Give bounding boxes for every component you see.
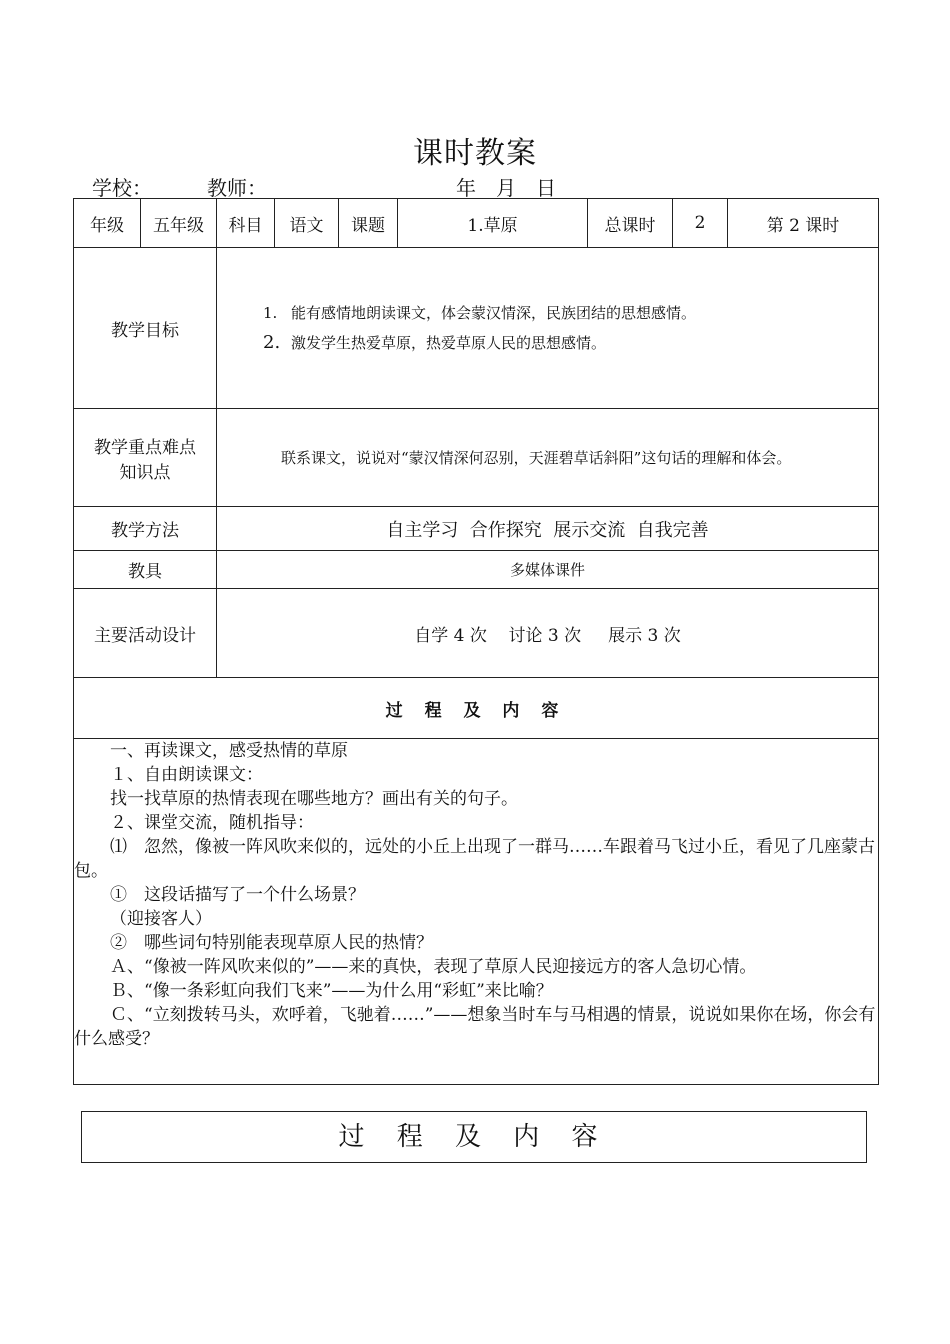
process-line: ① 这段话描写了一个什么场景？ — [110, 885, 365, 905]
process-content — [74, 739, 879, 1085]
process-line: ２、课堂交流，随机指导： — [110, 813, 314, 833]
process-line: Ｃ、“立刻拨转马头，欢呼着，飞驰着……”——想象当时车与马相遇的情景，说说如果你在场，你会有什么感受？ — [74, 1005, 876, 1049]
goal-item — [263, 328, 878, 358]
teacher-label: 教师： — [207, 176, 267, 200]
method-label: 教学方法 — [74, 507, 217, 551]
key-points-label-line1: 教学重点难点 — [94, 437, 196, 458]
key-points-text: 联系课文，说说对“蒙汉情深何忍别，天涯碧草话斜阳”这句话的理解和体会。 — [281, 449, 792, 467]
process-line: 找一找草原的热情表现在哪些地方？画出有关的句子。 — [110, 789, 518, 809]
goals-label: 教学目标 — [74, 248, 217, 409]
key-points-row — [74, 409, 879, 507]
activities-row — [74, 589, 879, 678]
key-points-label — [74, 409, 217, 507]
tools-label: 教具 — [74, 551, 217, 589]
tools-text: 多媒体课件 — [217, 551, 879, 589]
page-title: 课时教案 — [413, 136, 537, 171]
activities-label: 主要活动设计 — [74, 589, 217, 678]
subject-label: 科目 — [217, 199, 275, 248]
process-line: ② 哪些词句特别能表现草原人民的热情？ — [110, 933, 433, 953]
grade-label: 年级 — [74, 199, 141, 248]
school-label: 学校： — [92, 176, 152, 200]
goal-text: 激发学生热爱草原，热爱草原人民的思想感情。 — [291, 334, 607, 352]
total-lessons-label: 总课时 — [588, 199, 673, 248]
method-row — [74, 507, 879, 551]
process-content-row — [74, 739, 879, 1085]
lesson-plan-table — [73, 198, 879, 1085]
process-heading-row — [74, 678, 879, 739]
goal-item — [263, 298, 878, 328]
topic-value: 1.草原 — [398, 199, 588, 248]
process-line: Ｂ、“像一条彩虹向我们飞来”——为什么用“彩虹”来比喻？ — [110, 981, 553, 1001]
info-row — [74, 199, 879, 248]
process-line: 一、再读课文，感受热情的草原 — [110, 741, 348, 761]
process-line: １、自由朗读课文： — [110, 765, 263, 785]
grade-value: 五年级 — [141, 199, 217, 248]
process-line: ⑴ 忽然，像被一阵风吹来似的，远处的小丘上出现了一群马……车跟着马飞过小丘，看见了几座蒙古包。 — [74, 837, 875, 881]
goals-row — [74, 248, 879, 409]
method-text: 自主学习 合作探究 展示交流 自我完善 — [217, 507, 879, 551]
goal-number: 1. — [263, 304, 278, 322]
next-page-process-heading: 过 程 及 内 容 — [81, 1111, 867, 1163]
goals-content — [217, 248, 879, 409]
goal-text: 能有感情地朗读课文，体会蒙汉情深，民族团结的思想感情。 — [291, 304, 697, 322]
goal-number: 2. — [263, 332, 281, 353]
topic-label: 课题 — [339, 199, 398, 248]
activities-text: 自学 4 次 讨论 3 次 展示 3 次 — [217, 589, 879, 678]
date-label: 年 月 日 — [456, 176, 556, 200]
process-line: Ａ、“像被一阵风吹来似的”——来的真快，表现了草原人民迎接远方的客人急切心情。 — [110, 957, 757, 977]
total-lessons-value: 2 — [673, 199, 728, 248]
process-heading: 过 程 及 内 容 — [74, 678, 879, 739]
key-points-content — [217, 409, 879, 507]
process-line: （迎接客人） — [110, 909, 212, 929]
lesson-number: 第 2 课时 — [728, 199, 879, 248]
key-points-label-line2: 知识点 — [119, 462, 171, 483]
tools-row — [74, 551, 879, 589]
subject-value: 语文 — [275, 199, 339, 248]
